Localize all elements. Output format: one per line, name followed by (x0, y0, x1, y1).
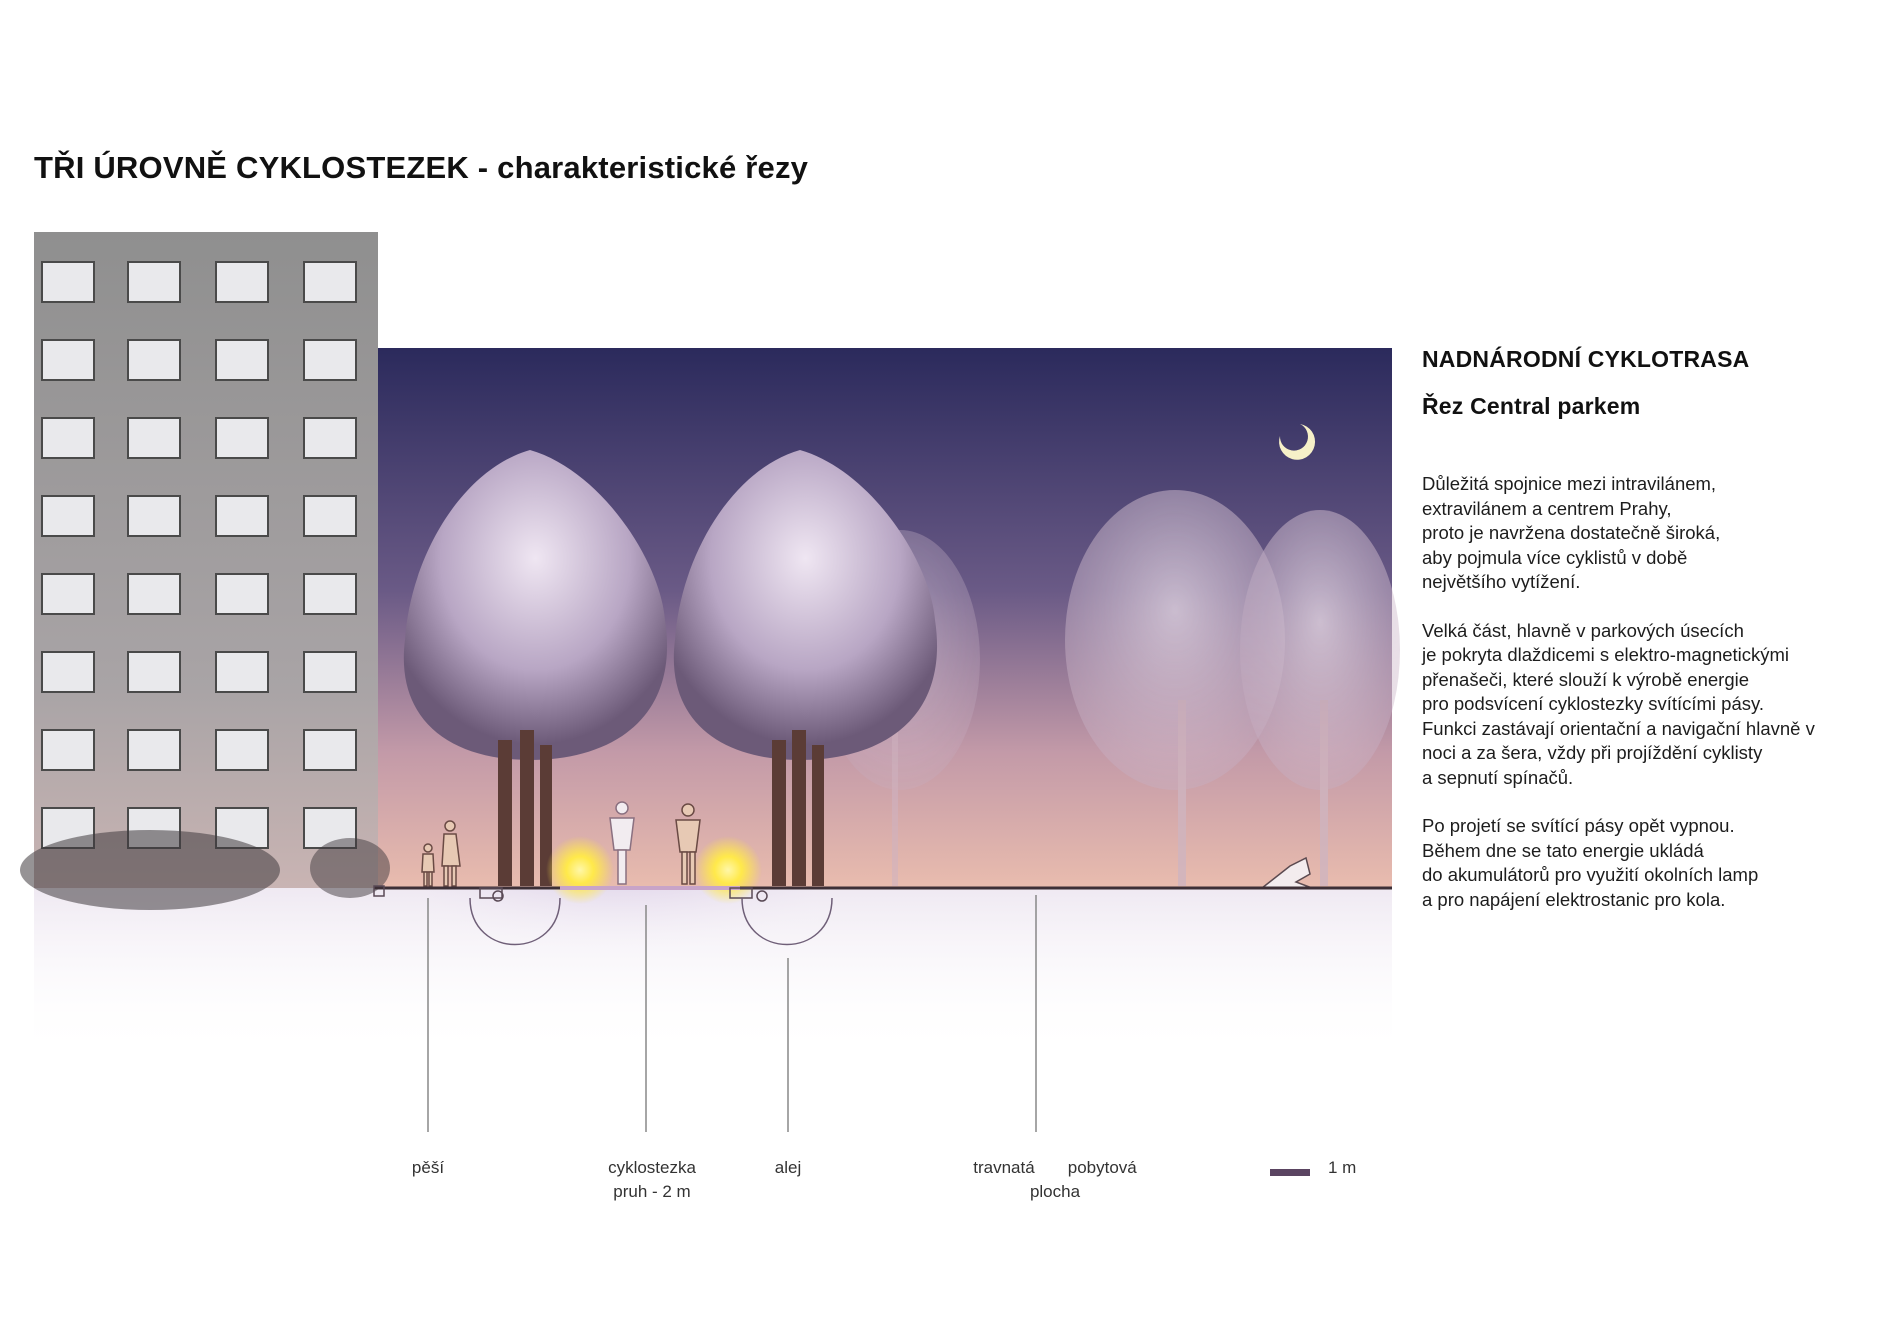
building-window (128, 262, 180, 302)
building-window (42, 496, 94, 536)
section-subheading: Řez Central parkem (1422, 393, 1641, 419)
building-window (216, 730, 268, 770)
label-grass-leisure-area: travnatá pobytová plocha (973, 1158, 1137, 1201)
description-paragraph: Po projetí se svítící pásy opět vypnou. Během dne se tato energie ukládá do akumulátorů pro využití okolních lamp a pro napájení elektrostanic pro kola. (1422, 815, 1759, 910)
building-window (128, 574, 180, 614)
building-window (128, 496, 180, 536)
description-paragraph: Velká část, hlavně v parkových úsecích je pokryta dlaždicemi s elektro-magnetickými přenašeči, které slouží k výrobě energie pro podsvícení cyklostezky svítícími pásy. Funkci zastávají orientační a navigační hlavně v noci a za šera, vždy při projíždění cyklisty a sepnutí spínačů. (1422, 619, 1815, 788)
building-window (216, 340, 268, 380)
building-window (42, 418, 94, 458)
building-window (128, 730, 180, 770)
building-window (304, 652, 356, 692)
label-alley: alej (774, 1158, 802, 1177)
building-window (128, 652, 180, 692)
building-window (304, 418, 356, 458)
building-window (304, 340, 356, 380)
page-title: TŘI ÚROVNĚ CYKLOSTEZEK - charakteristické řezy (34, 150, 809, 185)
apartment-building (20, 232, 390, 910)
bike-lane-surface (560, 886, 740, 890)
label-pedestrian: pěší (411, 1158, 445, 1177)
building-window (42, 574, 94, 614)
section-heading: NADNÁRODNÍ CYKLOTRASA (1422, 346, 1750, 372)
description-panel (1422, 346, 1892, 936)
building-window (42, 262, 94, 302)
building-window (304, 574, 356, 614)
building-window (216, 574, 268, 614)
building-window (42, 340, 94, 380)
building-window (216, 652, 268, 692)
building-window (304, 262, 356, 302)
building-window (216, 262, 268, 302)
building-window (42, 652, 94, 692)
description-paragraph: Důležitá spojnice mezi intravilánem, extravilánem a centrem Prahy, proto je navržena dostatečně široká, aby pojmula více cyklistů v době největšího vytížení. (1422, 473, 1721, 592)
lamp-glow-left (546, 836, 614, 904)
building-window (216, 418, 268, 458)
building-window (304, 496, 356, 536)
building-window (128, 340, 180, 380)
scale-label: 1 m (1328, 1158, 1357, 1177)
building-window (42, 730, 94, 770)
building-window (128, 418, 180, 458)
building-window (216, 496, 268, 536)
building-window (304, 730, 356, 770)
scale-bar (1270, 1169, 1310, 1176)
label-bike-lane: cyklostezka pruh - 2 m (608, 1158, 696, 1201)
